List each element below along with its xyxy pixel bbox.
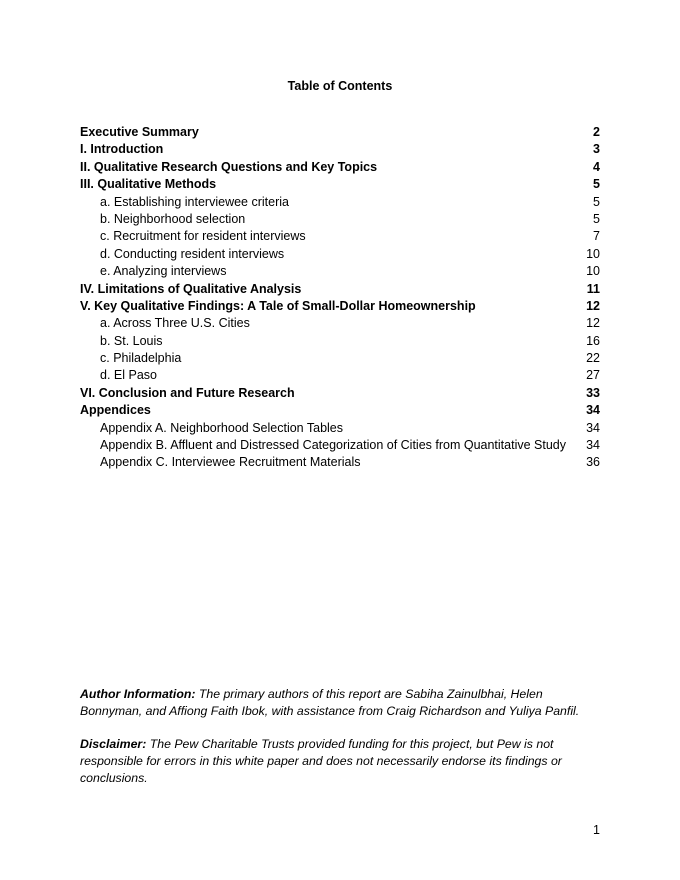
toc-entry-label: Appendix C. Interviewee Recruitment Materials <box>100 455 361 470</box>
toc-entry-page: 22 <box>586 351 600 366</box>
toc-entry-label: c. Recruitment for resident interviews <box>100 229 306 244</box>
toc-entry-page: 5 <box>593 177 600 192</box>
disclaimer <box>80 736 600 787</box>
toc-entry-label: a. Establishing interviewee criteria <box>100 194 289 209</box>
toc-list <box>80 124 600 472</box>
toc-subentry <box>80 263 600 280</box>
toc-entry-label: Appendix A. Neighborhood Selection Tables <box>100 420 343 435</box>
toc-entry-label: IV. Limitations of Qualitative Analysis <box>80 281 302 296</box>
toc-entry-label: e. Analyzing interviews <box>100 264 227 279</box>
toc-entry-page: 12 <box>586 316 600 331</box>
author-information-label: Author Information: <box>80 687 196 701</box>
toc-entry-page: 33 <box>586 385 600 400</box>
toc-entry-page: 10 <box>586 264 600 279</box>
page-number: 1 <box>593 823 600 837</box>
toc-entry-page: 11 <box>586 281 600 296</box>
toc-entry-label: d. El Paso <box>100 368 157 383</box>
toc-entry-label: II. Qualitative Research Questions and Key Topics <box>80 159 378 174</box>
author-information-text: The primary authors of this report are Sabiha Zainulbhai, Helen Bonnyman, and Affiong Faith Ibok, with assistance from Craig Richardson and Yuliya Panfil. <box>80 687 580 718</box>
disclaimer-label: Disclaimer: <box>80 737 147 751</box>
toc-entry-page: 4 <box>593 159 600 174</box>
toc-entry-label: b. Neighborhood selection <box>100 211 246 226</box>
toc-entry-page: 7 <box>593 229 600 244</box>
toc-title: Table of Contents <box>287 79 393 93</box>
toc-entry-label: b. St. Louis <box>100 333 163 348</box>
toc-entry-label: V. Key Qualitative Findings: A Tale of Small-Dollar Homeownership <box>80 298 476 313</box>
toc-subentry <box>80 211 600 228</box>
toc-subentry <box>80 333 600 350</box>
toc-entry-page: 5 <box>593 194 600 209</box>
author-information <box>80 686 600 720</box>
toc-entry <box>80 402 600 419</box>
toc-entry <box>80 281 600 298</box>
toc-entry-label: d. Conducting resident interviews <box>100 246 285 261</box>
toc-entry <box>80 124 600 141</box>
toc-entry <box>80 159 600 176</box>
toc-entry-label: a. Across Three U.S. Cities <box>100 316 250 331</box>
toc-subentry <box>80 228 600 245</box>
toc-entry <box>80 385 600 402</box>
toc-entry-page: 27 <box>586 368 600 383</box>
toc-subentry <box>80 420 600 437</box>
toc-entry-label: Appendix B. Affluent and Distressed Categorization of Cities from Quantitative Study <box>100 438 566 453</box>
toc-entry <box>80 298 600 315</box>
toc-subentry <box>80 437 600 454</box>
toc-entry-page: 36 <box>586 455 600 470</box>
toc-entry-label: VI. Conclusion and Future Research <box>80 385 295 400</box>
toc-entry-page: 10 <box>586 246 600 261</box>
toc-entry-page: 16 <box>586 333 600 348</box>
toc-entry-page: 34 <box>586 438 600 453</box>
toc-entry-label: III. Qualitative Methods <box>80 177 217 192</box>
toc-entry-label: c. Philadelphia <box>100 351 182 366</box>
toc-subentry <box>80 194 600 211</box>
toc-subentry <box>80 367 600 384</box>
toc-entry-page: 3 <box>593 142 600 157</box>
toc-subentry <box>80 246 600 263</box>
toc-entry-page: 12 <box>586 298 600 313</box>
toc-entry <box>80 176 600 193</box>
toc-entry-label: Appendices <box>80 403 151 418</box>
toc-subentry <box>80 315 600 332</box>
toc-entry-page: 34 <box>586 403 600 418</box>
toc-subentry <box>80 454 600 471</box>
toc-entry-page: 34 <box>586 420 600 435</box>
toc-entry-page: 5 <box>593 211 600 226</box>
disclaimer-text: The Pew Charitable Trusts provided funding for this project, but Pew is not responsible for errors in this white paper and does not necessarily endorse its findings or conclusions. <box>80 737 562 785</box>
toc-subentry <box>80 350 600 367</box>
toc-entry-label: I. Introduction <box>80 142 164 157</box>
toc-entry <box>80 141 600 158</box>
toc-entry-page: 2 <box>593 125 600 139</box>
toc-entry-label: Executive Summary <box>80 125 199 139</box>
